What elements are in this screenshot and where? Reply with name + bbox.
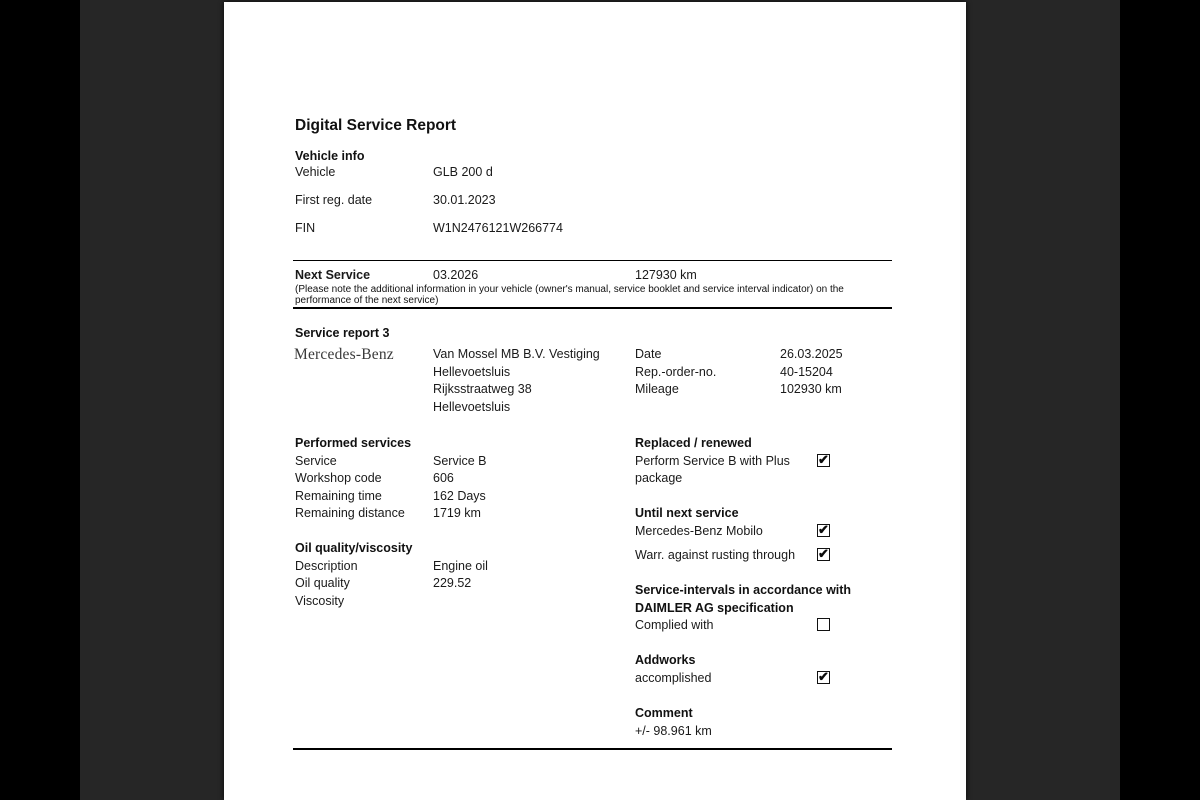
dealer-address-line: Van Mossel MB B.V. Vestiging: [433, 347, 600, 361]
checklist-item-label: accomplished: [635, 670, 712, 685]
until-next-service-section: [635, 505, 877, 565]
divider: [293, 307, 892, 309]
replaced-renewed-section: [635, 435, 877, 488]
table-row: [295, 558, 488, 576]
comment-section: [635, 705, 877, 740]
row-label: Remaining distance: [295, 506, 405, 520]
next-service-label: Next Service: [295, 268, 371, 282]
row-value: 26.03.2025: [780, 347, 843, 361]
comment-text: +/- 98.961 km: [635, 723, 712, 738]
pdf-viewer-background: [80, 0, 1120, 800]
addworks-heading: Addworks: [635, 653, 696, 667]
row-label: Oil quality: [295, 576, 350, 590]
row-label: Service: [295, 453, 337, 468]
service-report-details: [635, 346, 843, 399]
next-service-date: 03.2026: [433, 268, 479, 282]
replaced-renewed-heading: Replaced / renewed: [635, 436, 752, 450]
table-row: [635, 381, 843, 399]
checklist-item-label: Perform Service B with Plus package: [635, 453, 790, 485]
vehicle-info-heading: Vehicle info: [295, 149, 365, 163]
row-value: W1N2476121W266774: [433, 221, 563, 235]
next-service-note: (Please note the additional information in your vehicle (owner's manual, service booklet and service interval indicator) on the performance of the next service): [295, 284, 844, 306]
checklist-item-label: Complied with: [635, 618, 714, 632]
checklist-item: [635, 453, 877, 488]
row-label: Viscosity: [295, 593, 345, 608]
table-row: [635, 346, 843, 364]
row-value: 40-15204: [780, 364, 833, 379]
row-value: 229.52: [433, 576, 472, 590]
checklist-item: [635, 547, 877, 565]
comment-heading: Comment: [635, 706, 693, 720]
checkbox[interactable]: [817, 454, 830, 467]
row-value: 606: [433, 471, 454, 485]
row-label: Mileage: [635, 382, 679, 396]
table-row: [295, 575, 488, 593]
dealer-address: [433, 346, 600, 416]
row-value: GLB 200 d: [433, 165, 493, 179]
checklist-item-label: Warr. against rusting through: [635, 548, 796, 562]
dealer-address-line: Hellevoetsluis: [433, 364, 511, 379]
table-row: [295, 470, 487, 488]
table-row: [295, 593, 488, 611]
next-service-distance: 127930 km: [635, 268, 697, 282]
page-title: Digital Service Report: [295, 117, 457, 134]
row-value: Engine oil: [433, 558, 488, 573]
row-value: Service B: [433, 453, 487, 468]
oil-quality-section: [295, 540, 488, 610]
performed-services-section: [295, 435, 487, 523]
vehicle-info-table: [295, 165, 563, 249]
table-row: [295, 221, 563, 236]
row-label: First reg. date: [295, 193, 373, 207]
addworks-section: [635, 652, 877, 687]
checklist-item: [635, 523, 877, 541]
checklist-item: [635, 617, 877, 635]
checklist-item: [635, 670, 877, 688]
performed-services-heading: Performed services: [295, 436, 412, 450]
checkbox[interactable]: [817, 671, 830, 684]
table-row: [635, 364, 843, 382]
row-label: Remaining time: [295, 488, 382, 503]
checkbox[interactable]: [817, 524, 830, 537]
row-value: 1719 km: [433, 506, 481, 520]
row-label: Date: [635, 347, 662, 361]
row-label: Vehicle: [295, 165, 336, 179]
row-label: Description: [295, 558, 358, 573]
checkbox[interactable]: [817, 618, 830, 631]
oil-quality-heading: Oil quality/viscosity: [295, 541, 413, 555]
service-intervals-section: [635, 582, 877, 635]
table-row: [295, 165, 563, 180]
table-row: [295, 193, 563, 208]
table-row: [295, 453, 487, 471]
dealer-address-line: Hellevoetsluis: [433, 399, 511, 414]
divider: [293, 260, 892, 261]
row-label: FIN: [295, 221, 316, 235]
row-value: 162 Days: [433, 488, 486, 503]
row-value: 102930 km: [780, 382, 842, 396]
dealer-address-line: Rijksstraatweg 38: [433, 382, 532, 396]
until-next-service-heading: Until next service: [635, 506, 739, 520]
document-page: [224, 2, 966, 800]
checklist-item-label: Mercedes-Benz Mobilo: [635, 523, 763, 538]
next-service-row: [295, 268, 697, 283]
table-row: [295, 505, 487, 523]
divider: [293, 748, 892, 750]
row-value: 30.01.2023: [433, 193, 496, 207]
row-label: Rep.-order-no.: [635, 364, 717, 379]
mercedes-benz-wordmark: Mercedes-Benz: [294, 346, 394, 363]
table-row: [295, 488, 487, 506]
checkbox[interactable]: [817, 548, 830, 561]
row-label: Workshop code: [295, 471, 382, 485]
service-report-heading: Service report 3: [295, 326, 390, 340]
service-intervals-heading: Service-intervals in accordance with DAIMLER AG specification: [635, 583, 852, 615]
